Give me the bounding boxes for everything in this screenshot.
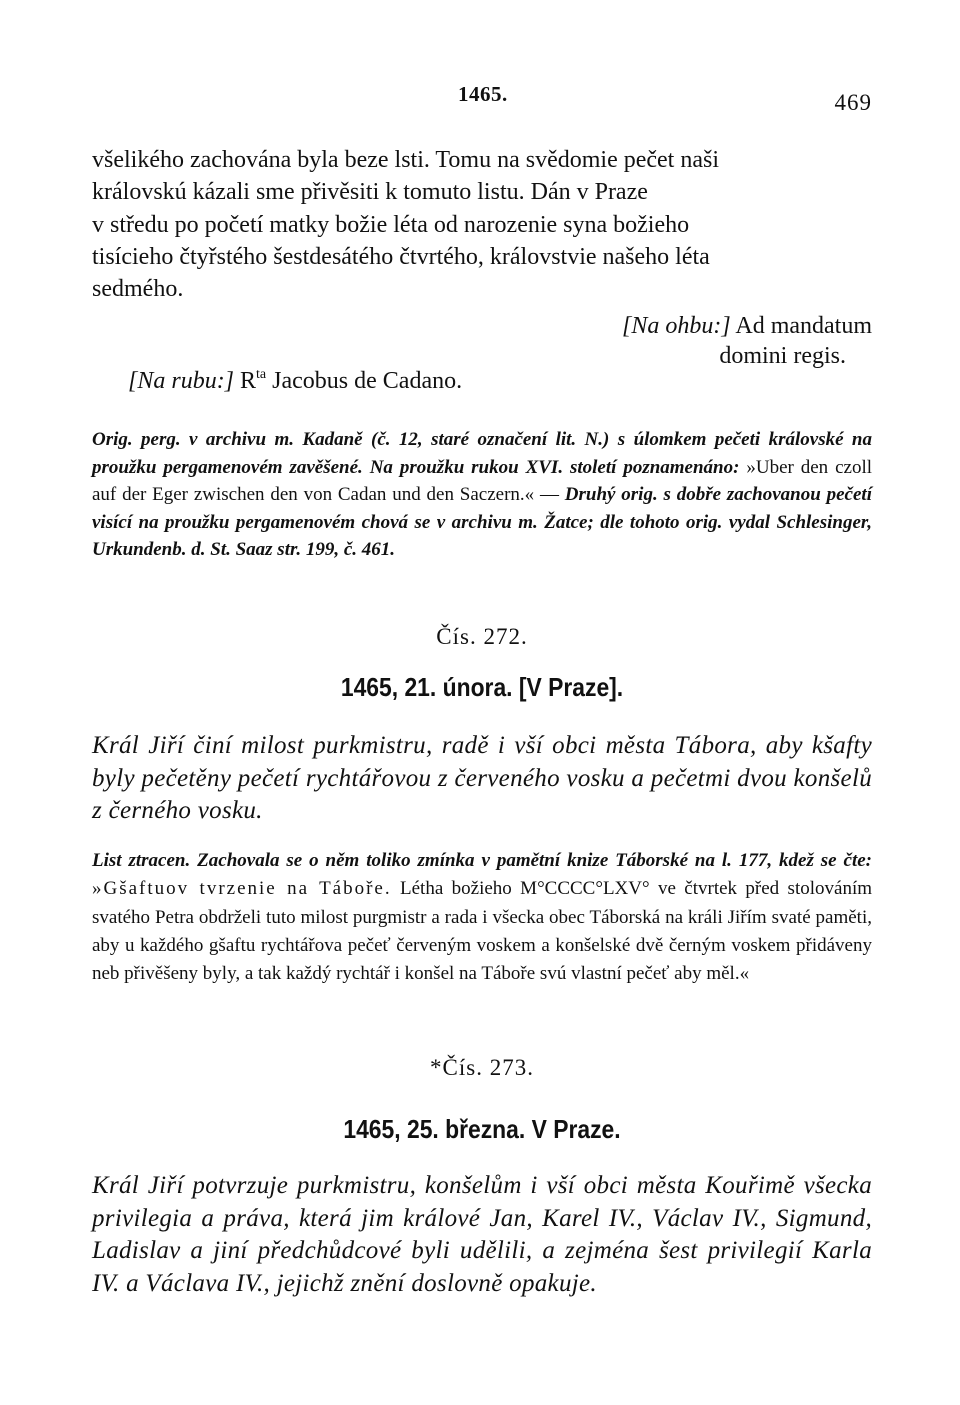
fold-label: [Na ohbu:] [621,313,731,339]
document-page [92,0,872,1405]
source-note-part: List ztracen. Zachovala se o něm toliko zmínka v pamětní knize Táborské na l. 177, kdež se čte: [92,850,872,871]
text-line: sedmého. [92,276,184,303]
charter-text-continuation [92,144,872,305]
verso-label: [Na rubu:] [128,368,235,394]
source-note-quote: »Gšaftuov tvrzenie na Tábořе. [92,878,392,900]
text-line: v středu po početí matky božie léta od narozenie syna božieho [92,211,690,238]
source-note-272 [92,847,872,988]
regest-272: Král Jiří činí milost purkmistru, radě i vší obci města Tábora, aby kšafty byly pečetěny pečetí rychtářovou z červeného vosku a pečetmi dvou konšelů z černého vosku. [92,732,872,824]
document-heading-272: 1465, 21. února. [V Praze]. [340,672,624,702]
document-number-272: Čís. 272. [436,624,528,649]
source-note [92,426,872,564]
text-line: všelikého zachována byla beze lsti. Tomu na svědomie pečet naši [92,147,719,173]
fold-text-2: domini regis. [719,343,846,369]
verso-superscript: ta [256,367,267,382]
verso-text: Jacobus de Cadano. [272,368,463,394]
text-line: tisícieho čtyřstého šestdesátého čtvrtého, královstvie našeho léta [92,243,710,270]
page-number: 469 [834,90,872,115]
fold-text: Ad mandatum [735,313,872,339]
source-note-part: Orig. perg. v archivu m. Kadaně (č. 12, staré označení lit. N.) s úlomkem pečeti královské na proužku pergamenovém zavěšené. Na proužku rukou XVI. století poznamenáno: [92,429,872,478]
page-header [92,76,872,116]
verso-endorsement [128,367,462,395]
fold-endorsement [622,311,872,371]
document-number-273: *Čís. 273. [430,1055,534,1080]
verso-r: R [240,368,257,394]
text-line: královskú kázali sme přivěsiti k tomuto listu. Dán v Praze [92,179,648,206]
source-note-quote: »Uber den czoll auf der Eger zwischen den von Cadan und den Saczern.« — [92,456,872,505]
regest-273: Král Jiří potvrzuje purkmistru, konšelům i vší obci města Kouřimě všecka privilegia a práva, která jim králové Jan, Karel IV., Václav IV., Sigmund, Ladislav a jiní předchůdcové byli udělili, a zejména šest privilegií Karla IV. a Václava IV., jejichž znění doslovně opakuje. [92,1172,872,1297]
running-head-year: 1465. [458,82,508,106]
document-heading-273: 1465, 25. března. V Praze. [343,1114,621,1144]
source-note-part: Druhý orig. s dobře zachovanou pečetí visící na proužku pergamenovém chová se v archivu m. Žatce; dle tohoto orig. vydal Schlesinger, Urkundenb. d. St. Saaz str. 199, č. 461. [92,484,872,560]
source-note-part: Létha božieho M°CCCC°LXV° ve čtvrtek před stolováním svatého Petra obdrželi tuto milost purgmistr a rada i všecka obec Táborská na králi Jiřím svaté paměti, aby u každého gšaftu rychtářova pečeť červeným voskem a konšelské dvě černým voskem přidáveny neb přivěšeny byly, a tak každý rychtář i konšel na Tábořе svú vlastní pečeť aby měl.« [92,878,873,985]
